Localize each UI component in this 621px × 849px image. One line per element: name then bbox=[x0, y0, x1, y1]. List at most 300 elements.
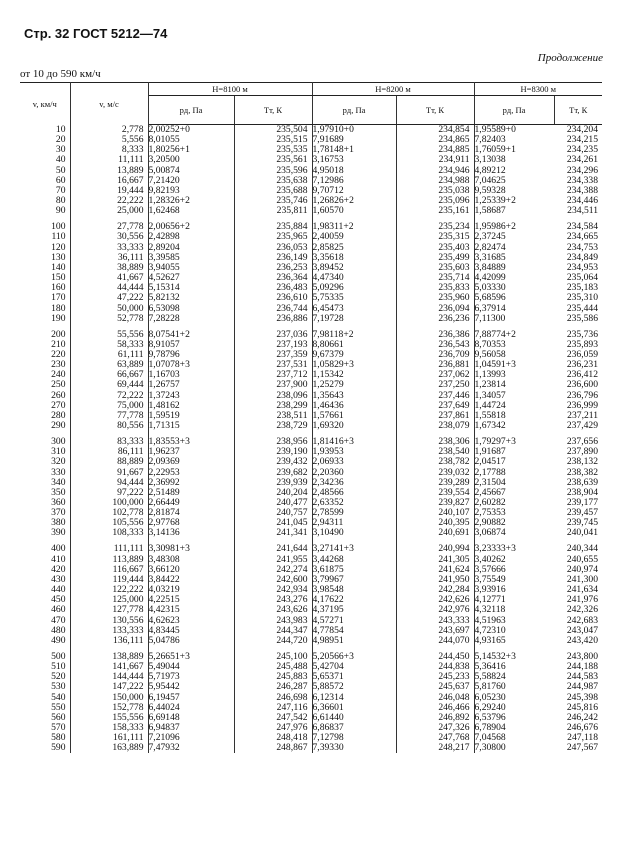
cell-pressure-h2: 7,12986 bbox=[312, 176, 396, 186]
cell-temp-h2: 237,861 bbox=[396, 411, 474, 421]
cell-temp-h2: 234,946 bbox=[396, 166, 474, 176]
cell-temp-h3: 236,999 bbox=[566, 399, 598, 411]
cell-v-ms: 150,000 bbox=[70, 693, 148, 703]
cell-temp-h1: 235,884 bbox=[234, 216, 312, 232]
cell-pressure-h3: 4,32118 bbox=[474, 604, 506, 616]
cell-pressure-h1: 5,04786 bbox=[148, 636, 234, 646]
cell-temp-h3: 246,242 bbox=[566, 711, 598, 723]
cell-temp-h1: 243,983 bbox=[234, 616, 312, 626]
cell-v-ms: 77,778 bbox=[70, 411, 148, 421]
table-row bbox=[20, 391, 602, 401]
cell-temp-h2: 241,305 bbox=[396, 555, 474, 565]
cell-pressure-h1: 1,16703 bbox=[148, 370, 234, 380]
cell-v-kmh: 360 bbox=[20, 498, 70, 508]
cell-v-ms: 25,000 bbox=[70, 206, 148, 216]
cell-pressure-h2: 3,79967 bbox=[312, 575, 396, 585]
cell-temp-h1: 237,712 bbox=[234, 370, 312, 380]
cell-temp-h1: 235,638 bbox=[234, 176, 312, 186]
continuation-label: Продолжение bbox=[537, 52, 603, 64]
cell-v-ms: 63,889 bbox=[70, 360, 148, 370]
cell-temp-h1: 248,418 bbox=[234, 733, 312, 743]
cell-temp-h3: 244,987 bbox=[566, 681, 598, 693]
cell-temp-h2: 235,096 bbox=[396, 196, 474, 206]
cell-pressure-h3: 5,68596 bbox=[474, 292, 506, 304]
cell-temp-h3: 234,753 bbox=[566, 241, 598, 253]
cell-v-kmh: 590 bbox=[20, 743, 70, 753]
cell-temp-h1: 242,274 bbox=[234, 565, 312, 575]
cell-v-kmh: 430 bbox=[20, 575, 70, 585]
cell-v-kmh: 420 bbox=[20, 565, 70, 575]
cell-temp-h3: 243,047 bbox=[566, 624, 598, 636]
cell-pressure-h2: 5,65371 bbox=[312, 672, 396, 682]
cell-v-ms: 88,889 bbox=[70, 457, 148, 467]
table-row bbox=[20, 636, 602, 646]
cell-temp-h3: 234,215 bbox=[566, 134, 598, 146]
cell-temp-h2: 237,250 bbox=[396, 380, 474, 390]
cell-temp-h2: 246,048 bbox=[396, 693, 474, 703]
cell-v-ms: 94,444 bbox=[70, 478, 148, 488]
cell-temp-h1: 238,511 bbox=[234, 411, 312, 421]
cell-pressure-h2: 5,20566+3 bbox=[312, 646, 396, 662]
cell-v-ms: 72,222 bbox=[70, 391, 148, 401]
cell-pressure-h1: 6,44024 bbox=[148, 703, 234, 713]
table-row bbox=[20, 176, 602, 186]
cell-temp-h1: 237,036 bbox=[234, 324, 312, 340]
cell-temp-h3: 239,457 bbox=[566, 507, 598, 519]
cell-temp-h3: 234,338 bbox=[566, 174, 598, 186]
cell-v-ms: 116,667 bbox=[70, 565, 148, 575]
table-row bbox=[20, 196, 602, 206]
table-row bbox=[20, 662, 602, 672]
cell-temp-h2: 243,333 bbox=[396, 616, 474, 626]
cell-temp-h1: 236,149 bbox=[234, 253, 312, 263]
cell-pressure-h3: 1,25339+2 bbox=[474, 195, 516, 207]
cell-pressure-h1: 3,39585 bbox=[148, 253, 234, 263]
cell-v-kmh: 140 bbox=[20, 263, 70, 273]
cell-pressure-h3: 4,72310 bbox=[474, 624, 506, 636]
cell-v-ms: 69,444 bbox=[70, 380, 148, 390]
cell-v-ms: 111,111 bbox=[70, 539, 148, 555]
cell-v-kmh: 500 bbox=[20, 646, 70, 662]
cell-temp-h1: 246,698 bbox=[234, 693, 312, 703]
cell-pressure-h2: 1,81416+3 bbox=[312, 431, 396, 447]
cell-v-ms: 30,556 bbox=[70, 232, 148, 242]
cell-temp-h2: 239,032 bbox=[396, 468, 474, 478]
cell-temp-h3: 237,890 bbox=[566, 446, 598, 458]
cell-temp-h1: 238,956 bbox=[234, 431, 312, 447]
table-row bbox=[20, 155, 602, 165]
cell-temp-h3: 236,231 bbox=[566, 359, 598, 371]
cell-v-ms: 66,667 bbox=[70, 370, 148, 380]
cell-temp-h2: 243,697 bbox=[396, 626, 474, 636]
cell-v-kmh: 370 bbox=[20, 508, 70, 518]
cell-v-kmh: 20 bbox=[20, 135, 70, 145]
cell-temp-h1: 235,965 bbox=[234, 232, 312, 242]
cell-pressure-h2: 7,91689 bbox=[312, 135, 396, 145]
cell-pressure-h1: 2,09369 bbox=[148, 457, 234, 467]
cell-temp-h1: 237,900 bbox=[234, 380, 312, 390]
cell-pressure-h1: 3,94055 bbox=[148, 263, 234, 273]
cell-temp-h3: 241,634 bbox=[566, 584, 598, 596]
cell-v-ms: 27,778 bbox=[70, 216, 148, 232]
cell-temp-h1: 244,347 bbox=[234, 626, 312, 636]
table-row bbox=[20, 457, 602, 467]
cell-temp-h2: 245,637 bbox=[396, 682, 474, 692]
cell-temp-h3: 237,429 bbox=[566, 420, 598, 432]
cell-temp-h1: 240,757 bbox=[234, 508, 312, 518]
cell-temp-h3: 234,204 bbox=[566, 124, 598, 135]
cell-pressure-h2: 4,57271 bbox=[312, 616, 396, 626]
cell-temp-h3: 241,976 bbox=[566, 594, 598, 606]
cell-temp-h1: 235,515 bbox=[234, 135, 312, 145]
cell-pressure-h3: 3,31685 bbox=[474, 251, 506, 263]
cell-temp-h1: 237,359 bbox=[234, 350, 312, 360]
cell-temp-h2: 239,827 bbox=[396, 498, 474, 508]
cell-v-kmh: 450 bbox=[20, 595, 70, 605]
cell-pressure-h1: 5,49044 bbox=[148, 662, 234, 672]
cell-v-kmh: 280 bbox=[20, 411, 70, 421]
cell-pressure-h1: 1,59519 bbox=[148, 411, 234, 421]
table-row bbox=[20, 324, 602, 340]
cell-temp-h2: 237,446 bbox=[396, 391, 474, 401]
cell-v-ms: 44,444 bbox=[70, 283, 148, 293]
table-row bbox=[20, 595, 602, 605]
cell-v-kmh: 400 bbox=[20, 539, 70, 555]
cell-temp-h2: 239,554 bbox=[396, 488, 474, 498]
cell-v-ms: 141,667 bbox=[70, 662, 148, 672]
cell-pressure-h1: 8,01055 bbox=[148, 135, 234, 145]
cell-temp-h1: 241,341 bbox=[234, 528, 312, 538]
cell-temp-h3: 240,344 bbox=[566, 543, 598, 555]
cell-pressure-h2: 1,93953 bbox=[312, 447, 396, 457]
table-row bbox=[20, 283, 602, 293]
cell-pressure-h1: 2,97768 bbox=[148, 518, 234, 528]
table-row bbox=[20, 498, 602, 508]
cell-pressure-h2: 3,44268 bbox=[312, 555, 396, 565]
cell-pressure-h3: 2,90882 bbox=[474, 517, 506, 529]
cell-temp-h1: 236,744 bbox=[234, 304, 312, 314]
cell-pressure-h2: 5,09296 bbox=[312, 283, 396, 293]
table-row bbox=[20, 733, 602, 743]
cell-temp-h3: 237,656 bbox=[566, 436, 598, 448]
table-row bbox=[20, 232, 602, 242]
cell-temp-h2: 235,714 bbox=[396, 273, 474, 283]
table-row bbox=[20, 518, 602, 528]
cell-temp-h3: 241,300 bbox=[566, 573, 598, 585]
cell-pressure-h1: 2,00252+0 bbox=[148, 125, 234, 136]
cell-temp-h2: 235,960 bbox=[396, 293, 474, 303]
header-altitude-2: H=8200 м bbox=[312, 83, 474, 96]
cell-temp-h2: 247,326 bbox=[396, 723, 474, 733]
cell-pressure-h3: 5,03330 bbox=[474, 282, 506, 294]
cell-temp-h1: 247,116 bbox=[234, 703, 312, 713]
cell-pressure-h3: 3,93916 bbox=[474, 584, 506, 596]
cell-pressure-h3: 7,82403 bbox=[474, 134, 506, 146]
cell-pressure-h3: 1,76059+1 bbox=[474, 144, 516, 156]
header-altitude-3: H=8300 м bbox=[474, 83, 602, 96]
cell-v-kmh: 130 bbox=[20, 253, 70, 263]
cell-temp-h3: 234,296 bbox=[566, 164, 598, 176]
cell-pressure-h3: 2,17788 bbox=[474, 466, 506, 478]
cell-v-ms: 122,222 bbox=[70, 585, 148, 595]
cell-temp-h3: 234,584 bbox=[566, 221, 598, 233]
cell-temp-h3: 238,639 bbox=[566, 476, 598, 488]
cell-temp-h2: 237,062 bbox=[396, 370, 474, 380]
cell-temp-h3: 234,235 bbox=[566, 144, 598, 156]
cell-temp-h2: 242,976 bbox=[396, 605, 474, 615]
cell-pressure-h3: 6,37914 bbox=[474, 302, 506, 314]
cell-v-ms: 100,000 bbox=[70, 498, 148, 508]
cell-temp-h2: 234,854 bbox=[396, 125, 474, 136]
header-temp-3: Tт, К bbox=[554, 96, 602, 125]
cell-pressure-h2: 2,48566 bbox=[312, 488, 396, 498]
cell-temp-h2: 248,217 bbox=[396, 743, 474, 753]
cell-temp-h2: 234,885 bbox=[396, 145, 474, 155]
cell-temp-h3: 234,849 bbox=[566, 251, 598, 263]
cell-pressure-h1: 5,71973 bbox=[148, 672, 234, 682]
cell-pressure-h1: 2,51489 bbox=[148, 488, 234, 498]
cell-temp-h2: 242,284 bbox=[396, 585, 474, 595]
cell-v-ms: 102,778 bbox=[70, 508, 148, 518]
cell-temp-h3: 243,420 bbox=[566, 634, 598, 646]
cell-pressure-h3: 1,04591+3 bbox=[474, 359, 516, 371]
header-altitude-1: H=8100 м bbox=[148, 83, 312, 96]
cell-v-kmh: 480 bbox=[20, 626, 70, 636]
cell-pressure-h2: 2,40059 bbox=[312, 232, 396, 242]
cell-pressure-h3: 2,04517 bbox=[474, 456, 506, 468]
cell-temp-h3: 240,041 bbox=[566, 527, 598, 539]
cell-pressure-h3: 4,12771 bbox=[474, 594, 506, 606]
cell-v-kmh: 260 bbox=[20, 391, 70, 401]
cell-pressure-h1: 1,26757 bbox=[148, 380, 234, 390]
cell-temp-h2: 237,649 bbox=[396, 401, 474, 411]
cell-temp-h3: 244,583 bbox=[566, 671, 598, 683]
cell-temp-h2: 246,466 bbox=[396, 703, 474, 713]
cell-v-kmh: 340 bbox=[20, 478, 70, 488]
cell-pressure-h2: 9,67379 bbox=[312, 350, 396, 360]
table-row bbox=[20, 539, 602, 555]
cell-temp-h3: 235,183 bbox=[566, 282, 598, 294]
cell-pressure-h3: 3,06874 bbox=[474, 527, 506, 539]
cell-v-ms: 2,778 bbox=[70, 125, 148, 136]
cell-pressure-h1: 4,83445 bbox=[148, 626, 234, 636]
cell-temp-h1: 239,432 bbox=[234, 457, 312, 467]
cell-pressure-h2: 4,37195 bbox=[312, 605, 396, 615]
cell-v-kmh: 350 bbox=[20, 488, 70, 498]
cell-pressure-h2: 2,20360 bbox=[312, 468, 396, 478]
cell-pressure-h3: 7,04625 bbox=[474, 174, 506, 186]
table-row bbox=[20, 478, 602, 488]
cell-v-kmh: 390 bbox=[20, 528, 70, 538]
cell-v-ms: 5,556 bbox=[70, 135, 148, 145]
cell-pressure-h3: 3,75549 bbox=[474, 573, 506, 585]
cell-v-ms: 11,111 bbox=[70, 155, 148, 165]
cell-v-kmh: 460 bbox=[20, 605, 70, 615]
cell-pressure-h1: 1,37243 bbox=[148, 391, 234, 401]
cell-pressure-h1: 7,47932 bbox=[148, 743, 234, 753]
cell-pressure-h2: 7,39330 bbox=[312, 743, 396, 753]
cell-temp-h1: 237,193 bbox=[234, 340, 312, 350]
cell-v-kmh: 50 bbox=[20, 166, 70, 176]
cell-pressure-h1: 6,53098 bbox=[148, 304, 234, 314]
cell-v-kmh: 570 bbox=[20, 723, 70, 733]
table-row bbox=[20, 743, 602, 753]
cell-temp-h1: 236,053 bbox=[234, 243, 312, 253]
cell-pressure-h2: 1,26826+2 bbox=[312, 196, 396, 206]
cell-pressure-h1: 2,81874 bbox=[148, 508, 234, 518]
cell-pressure-h2: 6,36601 bbox=[312, 703, 396, 713]
cell-temp-h1: 245,488 bbox=[234, 662, 312, 672]
cell-v-kmh: 250 bbox=[20, 380, 70, 390]
cell-temp-h1: 242,600 bbox=[234, 575, 312, 585]
cell-v-ms: 161,111 bbox=[70, 733, 148, 743]
cell-v-kmh: 510 bbox=[20, 662, 70, 672]
cell-pressure-h3: 1,23814 bbox=[474, 379, 506, 391]
cell-v-ms: 138,889 bbox=[70, 646, 148, 662]
cell-pressure-h2: 2,34236 bbox=[312, 478, 396, 488]
header-pressure-3: pд, Па bbox=[474, 96, 554, 125]
cell-pressure-h2: 5,42704 bbox=[312, 662, 396, 672]
cell-pressure-h2: 9,70712 bbox=[312, 186, 396, 196]
cell-v-kmh: 410 bbox=[20, 555, 70, 565]
cell-v-kmh: 170 bbox=[20, 293, 70, 303]
cell-pressure-h1: 4,22515 bbox=[148, 595, 234, 605]
cell-temp-h2: 236,543 bbox=[396, 340, 474, 350]
cell-v-kmh: 300 bbox=[20, 431, 70, 447]
cell-temp-h2: 246,892 bbox=[396, 713, 474, 723]
table-row bbox=[20, 145, 602, 155]
cell-pressure-h2: 2,94311 bbox=[312, 518, 396, 528]
cell-pressure-h1: 2,66449 bbox=[148, 498, 234, 508]
cell-v-kmh: 210 bbox=[20, 340, 70, 350]
cell-pressure-h1: 2,22953 bbox=[148, 468, 234, 478]
cell-temp-h1: 235,504 bbox=[234, 125, 312, 136]
table-row bbox=[20, 166, 602, 176]
cell-pressure-h3: 1,34057 bbox=[474, 389, 506, 401]
cell-temp-h2: 235,603 bbox=[396, 263, 474, 273]
cell-temp-h2: 244,450 bbox=[396, 646, 474, 662]
cell-temp-h1: 236,610 bbox=[234, 293, 312, 303]
cell-temp-h1: 238,096 bbox=[234, 391, 312, 401]
cell-temp-h1: 244,720 bbox=[234, 636, 312, 646]
cell-pressure-h1: 9,78796 bbox=[148, 350, 234, 360]
cell-pressure-h3: 4,51963 bbox=[474, 614, 506, 626]
cell-v-kmh: 560 bbox=[20, 713, 70, 723]
cell-pressure-h2: 3,16753 bbox=[312, 155, 396, 165]
cell-v-kmh: 150 bbox=[20, 273, 70, 283]
cell-pressure-h3: 2,37245 bbox=[474, 231, 506, 243]
cell-temp-h2: 247,768 bbox=[396, 733, 474, 743]
cell-v-ms: 97,222 bbox=[70, 488, 148, 498]
cell-pressure-h1: 9,82193 bbox=[148, 186, 234, 196]
cell-v-kmh: 230 bbox=[20, 360, 70, 370]
cell-temp-h3: 234,665 bbox=[566, 231, 598, 243]
cell-pressure-h1: 1,96237 bbox=[148, 447, 234, 457]
cell-v-ms: 130,556 bbox=[70, 616, 148, 626]
cell-v-ms: 13,889 bbox=[70, 166, 148, 176]
cell-v-kmh: 380 bbox=[20, 518, 70, 528]
table-row bbox=[20, 693, 602, 703]
header-temp-2: Tт, К bbox=[396, 96, 474, 125]
cell-v-ms: 155,556 bbox=[70, 713, 148, 723]
table-row bbox=[20, 646, 602, 662]
cell-temp-h2: 234,988 bbox=[396, 176, 474, 186]
cell-v-ms: 136,111 bbox=[70, 636, 148, 646]
cell-pressure-h3: 5,14532+3 bbox=[474, 650, 516, 662]
cell-pressure-h1: 5,82132 bbox=[148, 293, 234, 303]
cell-temp-h2: 242,626 bbox=[396, 595, 474, 605]
cell-temp-h1: 245,100 bbox=[234, 646, 312, 662]
cell-v-ms: 105,556 bbox=[70, 518, 148, 528]
cell-temp-h2: 236,386 bbox=[396, 324, 474, 340]
cell-temp-h2: 234,911 bbox=[396, 155, 474, 165]
cell-temp-h1: 241,644 bbox=[234, 539, 312, 555]
cell-temp-h2: 235,234 bbox=[396, 216, 474, 232]
cell-pressure-h3: 1,67342 bbox=[474, 420, 506, 432]
cell-pressure-h2: 1,05829+3 bbox=[312, 360, 396, 370]
cell-pressure-h3: 1,55818 bbox=[474, 409, 506, 421]
table-row bbox=[20, 672, 602, 682]
header-pressure-1: pд, Па bbox=[148, 96, 234, 125]
cell-pressure-h2: 1,35643 bbox=[312, 391, 396, 401]
cell-temp-h2: 238,782 bbox=[396, 457, 474, 467]
cell-pressure-h1: 2,36992 bbox=[148, 478, 234, 488]
cell-pressure-h3: 9,59328 bbox=[474, 184, 506, 196]
table-row bbox=[20, 528, 602, 538]
cell-pressure-h2: 2,78599 bbox=[312, 508, 396, 518]
cell-v-ms: 144,444 bbox=[70, 672, 148, 682]
cell-temp-h3: 240,974 bbox=[566, 563, 598, 575]
cell-v-kmh: 80 bbox=[20, 196, 70, 206]
cell-v-ms: 36,111 bbox=[70, 253, 148, 263]
cell-v-kmh: 90 bbox=[20, 206, 70, 216]
cell-temp-h1: 238,299 bbox=[234, 401, 312, 411]
cell-temp-h2: 235,833 bbox=[396, 283, 474, 293]
cell-pressure-h1: 2,00656+2 bbox=[148, 216, 234, 232]
cell-pressure-h3: 7,88774+2 bbox=[474, 328, 516, 340]
table-row bbox=[20, 508, 602, 518]
cell-v-kmh: 540 bbox=[20, 693, 70, 703]
cell-v-ms: 19,444 bbox=[70, 186, 148, 196]
cell-pressure-h2: 7,12798 bbox=[312, 733, 396, 743]
cell-v-ms: 55,556 bbox=[70, 324, 148, 340]
cell-pressure-h1: 2,42898 bbox=[148, 232, 234, 242]
cell-temp-h2: 238,306 bbox=[396, 431, 474, 447]
cell-pressure-h3: 1,91687 bbox=[474, 446, 506, 458]
table-row bbox=[20, 411, 602, 421]
cell-v-ms: 83,333 bbox=[70, 431, 148, 447]
cell-pressure-h3: 6,05230 bbox=[474, 691, 506, 703]
cell-v-ms: 113,889 bbox=[70, 555, 148, 565]
cell-pressure-h2: 4,98951 bbox=[312, 636, 396, 646]
cell-pressure-h3: 1,95589+0 bbox=[474, 124, 516, 135]
cell-pressure-h1: 6,19457 bbox=[148, 693, 234, 703]
cell-pressure-h2: 1,69320 bbox=[312, 421, 396, 431]
cell-pressure-h2: 5,88572 bbox=[312, 682, 396, 692]
cell-temp-h1: 235,746 bbox=[234, 196, 312, 206]
cell-pressure-h3: 2,82474 bbox=[474, 241, 506, 253]
cell-temp-h2: 241,624 bbox=[396, 565, 474, 575]
cell-pressure-h2: 3,27141+3 bbox=[312, 539, 396, 555]
cell-v-ms: 158,333 bbox=[70, 723, 148, 733]
cell-v-kmh: 320 bbox=[20, 457, 70, 467]
cell-v-kmh: 520 bbox=[20, 672, 70, 682]
cell-temp-h3: 236,059 bbox=[566, 348, 598, 360]
cell-v-kmh: 240 bbox=[20, 370, 70, 380]
cell-pressure-h3: 1,95986+2 bbox=[474, 221, 516, 233]
cell-v-ms: 22,222 bbox=[70, 196, 148, 206]
cell-pressure-h1: 1,28326+2 bbox=[148, 196, 234, 206]
